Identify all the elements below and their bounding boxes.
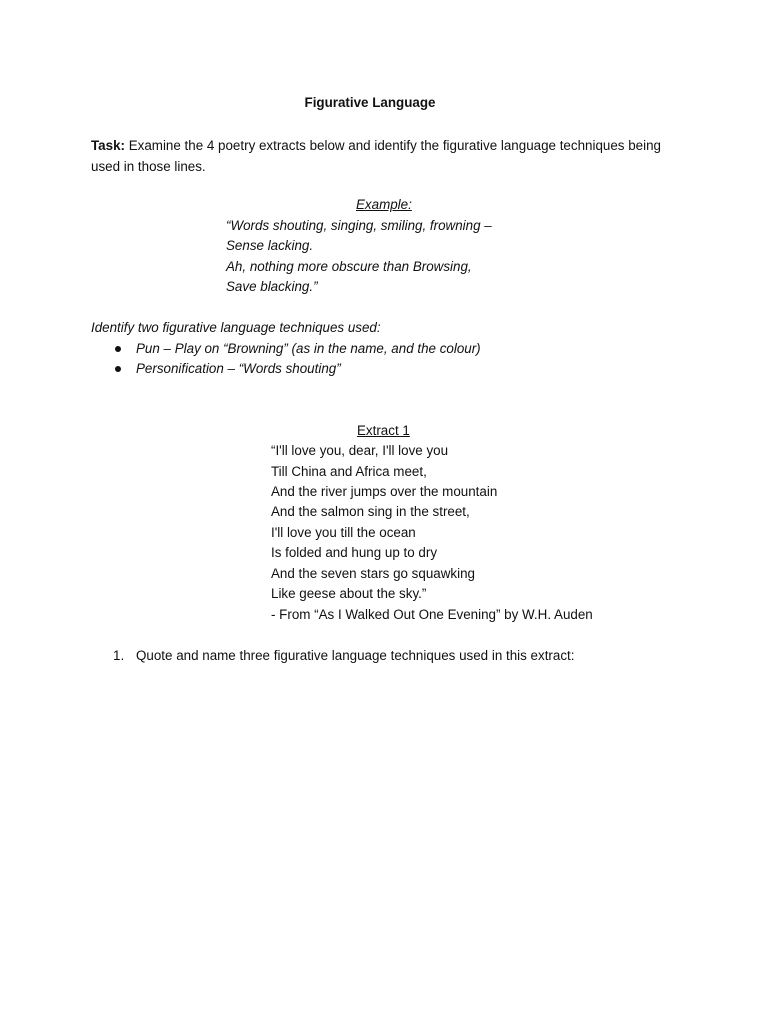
example-heading: Example:: [356, 197, 412, 212]
extract1-line: And the seven stars go squawking: [271, 566, 475, 581]
task-text: Examine the 4 poetry extracts below and identify the figurative language techniques being used in those lines.: [91, 138, 661, 174]
example-line: Sense lacking.: [226, 238, 314, 253]
extract1-heading: Extract 1: [357, 423, 410, 438]
bullet-icon: [115, 346, 121, 352]
extract1-line: Like geese about the sky.”: [271, 586, 427, 601]
identify-bullet: Personification – “Words shouting”: [136, 361, 341, 376]
bullet-icon: [115, 366, 121, 372]
extract1-line: Till China and Africa meet,: [271, 464, 427, 479]
extract1-line: Is folded and hung up to dry: [271, 545, 438, 560]
question-text: Quote and name three figurative language techniques used in this extract:: [136, 648, 575, 663]
extract1-attribution: - From “As I Walked Out One Evening” by W.H. Auden: [271, 607, 593, 622]
identify-bullet: Pun – Play on “Browning” (as in the name, and the colour): [136, 341, 481, 356]
extract1-line: I'll love you till the ocean: [271, 525, 416, 540]
identify-prompt: Identify two figurative language techniques used:: [91, 320, 381, 335]
question-number: 1.: [113, 648, 125, 663]
extract1-line: And the river jumps over the mountain: [271, 484, 498, 499]
example-line: “Words shouting, singing, smiling, frowning –: [226, 218, 492, 233]
extract1-line: And the salmon sing in the street,: [271, 504, 470, 519]
task-label: Task:: [91, 138, 125, 153]
page-title: Figurative Language: [304, 95, 436, 110]
task-instructions: [91, 136, 671, 177]
extract1-line: “I'll love you, dear, I'll love you: [271, 443, 449, 458]
example-line: Save blacking.”: [226, 279, 318, 294]
example-line: Ah, nothing more obscure than Browsing,: [226, 259, 472, 274]
